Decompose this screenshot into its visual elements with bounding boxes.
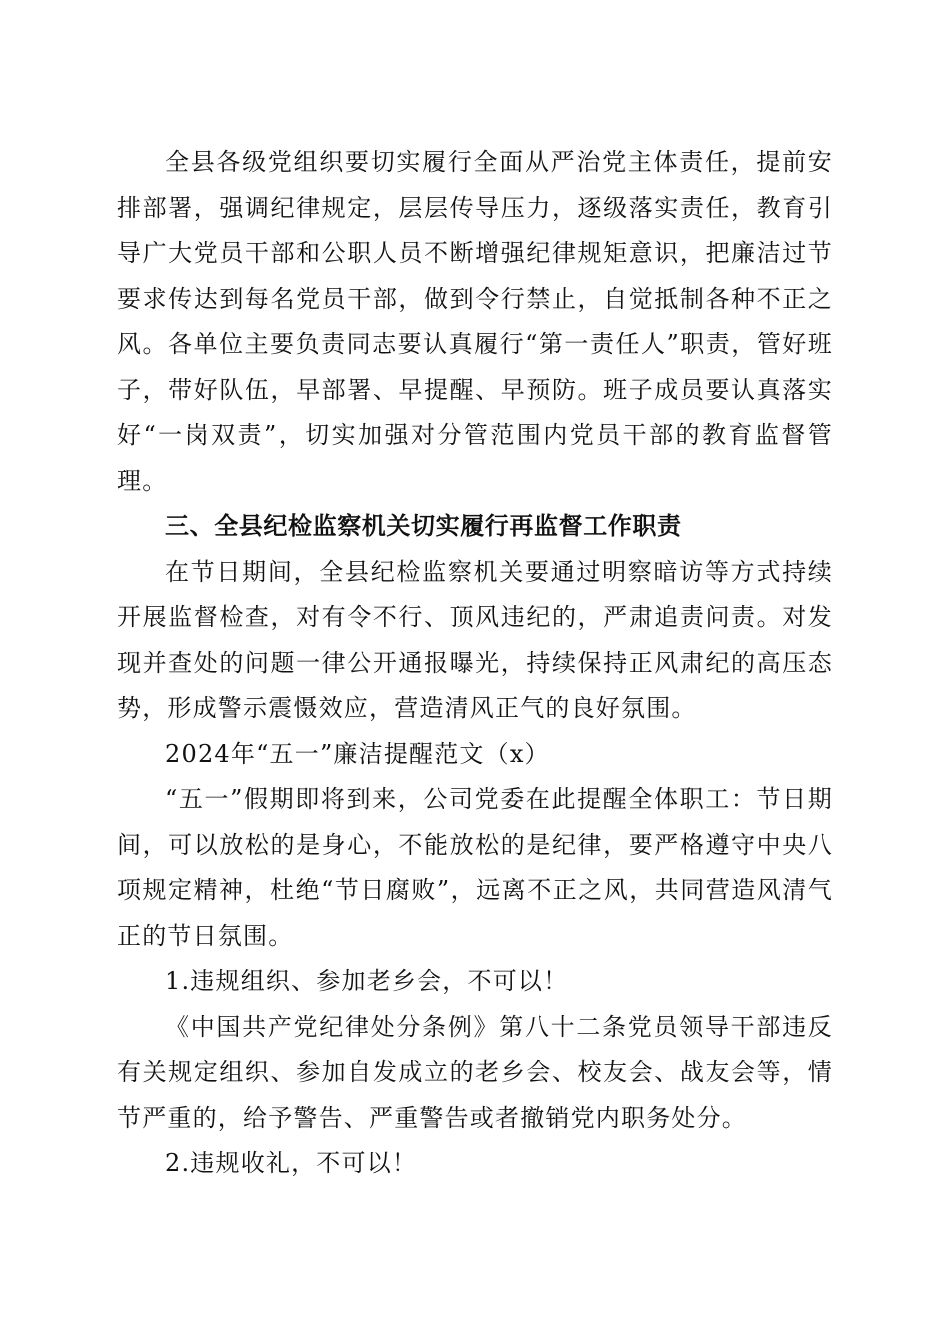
section-heading-supervision: 三、全县纪检监察机关切实履行再监督工作职责 (165, 512, 682, 540)
paragraph-regulation-82: 《中国共产党纪律处分条例》第八十二条党员领导干部违反有关规定组织、参加自发成立的老乡会、校友会、战友会等，情节严重的，给予警告、严重警告或者撤销党内职务处分。 (117, 1012, 833, 1132)
paragraph-party-responsibility: 全县各级党组织要切实履行全面从严治党主体责任，提前安排部署，强调纪律规定，层层传导压力，逐级落实责任，教育引导广大党员干部和公职人员不断增强纪律规矩意识，把廉洁过节要求传达到每名党员干部，做到令行禁止，自觉抵制各种不正之风。各单位主要负责同志要认真履行“第一责任人”职责，管好班子，带好队伍，早部署、早提醒、早预防。班子成员要认真落实好“一岗双责”，切实加强对分管范围内党员干部的教育监督管理。 (117, 148, 833, 495)
rule-item-2: 2.违规收礼，不可以！ (165, 1149, 418, 1177)
paragraph-holiday-inspection: 在节日期间，全县纪检监察机关要通过明察暗访等方式持续开展监督检查，对有令不行、顶风违纪的，严肃追责问责。对发现并查处的问题一律公开通报曝光，持续保持正风肃纪的高压态势，形成警示震慑效应，营造清风正气的良好氛围。 (117, 557, 833, 722)
paragraph-may-day-reminder: “五一”假期即将到来，公司党委在此提醒全体职工：节日期间，可以放松的是身心，不能放松的是纪律，要严格遵守中央八项规定精神，杜绝“节日腐败”，远离不正之风，共同营造风清气正的节日氛围。 (117, 785, 833, 950)
sample-title: 2024年“五一”廉洁提醒范文（x） (165, 739, 550, 768)
rule-item-1: 1.违规组织、参加老乡会，不可以！ (165, 967, 569, 995)
document-body (117, 140, 833, 1187)
